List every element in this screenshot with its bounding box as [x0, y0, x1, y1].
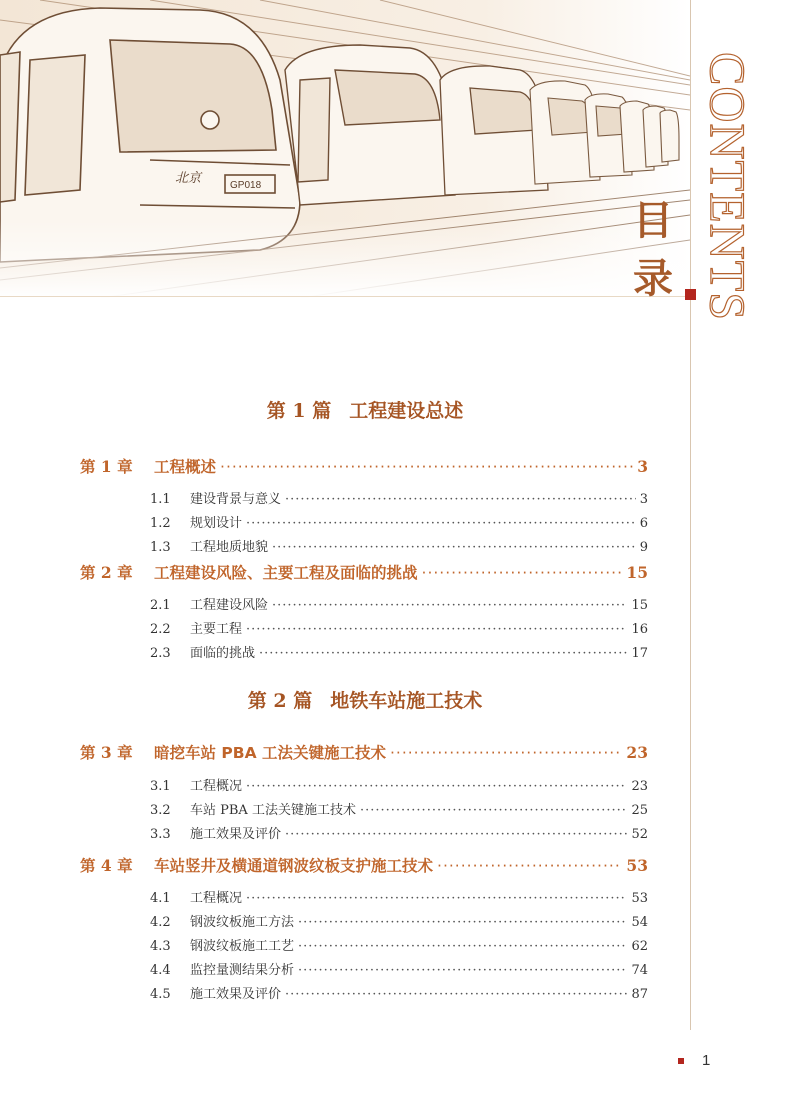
train-logo-label: 北京: [175, 171, 202, 186]
part-title-2: 第 2 篇 地铁车站施工技术: [247, 690, 483, 712]
leader-dots: [422, 564, 623, 582]
section-1-2-entry[interactable]: 1.2 规划设计 ····· 6: [150, 512, 648, 531]
leader-dots: [220, 458, 633, 476]
leader-dots: [272, 598, 627, 613]
chapter-2-entry[interactable]: 第 2 章 工程建设风险、主要工程及面临的挑战 ····· 15: [80, 561, 648, 583]
section-3-2-entry[interactable]: 3.2 车站 PBA 工法关键施工技术 ····· 25: [150, 799, 648, 818]
section-2-2-entry[interactable]: 2.2 主要工程 ····· 16: [150, 618, 648, 637]
footer-square-icon: [678, 1058, 684, 1064]
contents-english-title: CONTENTS: [700, 52, 756, 322]
leader-dots: [360, 803, 627, 818]
section-4-1-entry[interactable]: 4.1 工程概况 ····· 53: [150, 887, 648, 906]
leader-dots: [285, 492, 636, 507]
title-accent-square: [685, 289, 696, 300]
section-1-1-entry[interactable]: 1.1 建设背景与意义 ····· 3: [150, 488, 648, 507]
header-divider: [0, 296, 690, 297]
chapter-4-entry[interactable]: 第 4 章 车站竖井及横通道钢波纹板支护施工技术 ····· 53: [80, 854, 648, 876]
leader-dots: [285, 987, 627, 1002]
section-1-3-entry[interactable]: 1.3 工程地质地貌 ····· 9: [150, 536, 648, 555]
leader-dots: [246, 891, 627, 906]
section-2-1-entry[interactable]: 2.1 工程建设风险 ····· 15: [150, 594, 648, 613]
leader-dots: [437, 857, 622, 875]
section-3-1-entry[interactable]: 3.1 工程概况 ····· 23: [150, 775, 648, 794]
header-train-illustration: [0, 0, 690, 298]
contents-chinese-title: 目录: [633, 197, 673, 302]
train-plate-label: GP018: [230, 180, 262, 191]
section-2-3-entry[interactable]: 2.3 面临的挑战 ····· 17: [150, 642, 648, 661]
leader-dots: [246, 779, 627, 794]
leader-dots: [246, 622, 627, 637]
leader-dots: [285, 827, 627, 842]
section-3-3-entry[interactable]: 3.3 施工效果及评价 ····· 52: [150, 823, 648, 842]
section-4-4-entry[interactable]: 4.4 监控量测结果分析 ····· 74: [150, 959, 648, 978]
leader-dots: [246, 516, 636, 531]
train-sketch-icon: [0, 0, 690, 298]
leader-dots: [259, 646, 627, 661]
section-4-5-entry[interactable]: 4.5 施工效果及评价 ····· 87: [150, 983, 648, 1002]
leader-dots: [272, 540, 636, 555]
leader-dots: [298, 963, 627, 978]
leader-dots: [298, 939, 627, 954]
chapter-1-entry[interactable]: 第 1 章 工程概述 ····· 3: [80, 455, 648, 477]
page-footer: [678, 1052, 710, 1069]
chapter-3-entry[interactable]: 第 3 章 暗挖车站 PBA 工法关键施工技术 ····· 23: [80, 741, 648, 763]
section-4-3-entry[interactable]: 4.3 钢波纹板施工工艺 ····· 62: [150, 935, 648, 954]
page-number: 1: [702, 1052, 711, 1069]
leader-dots: [390, 744, 622, 762]
section-4-2-entry[interactable]: 4.2 钢波纹板施工方法 ····· 54: [150, 911, 648, 930]
margin-vertical-rule: [690, 0, 691, 1030]
part-title-1: 第 1 篇 工程建设总述: [266, 400, 464, 422]
leader-dots: [298, 915, 627, 930]
